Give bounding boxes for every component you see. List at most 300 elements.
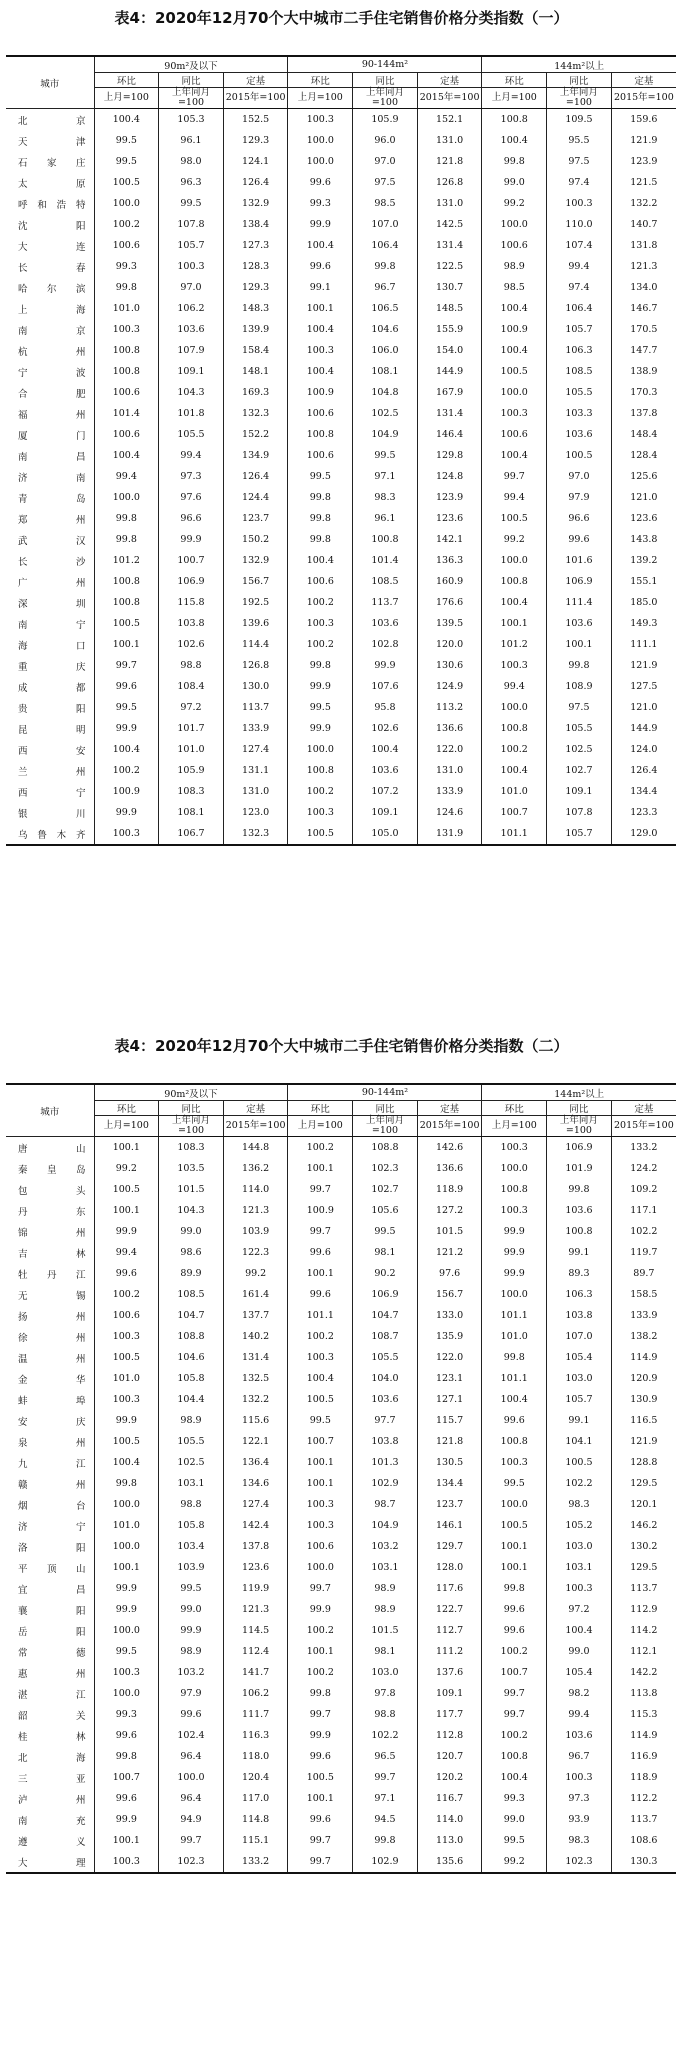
index-value: 123.6 [611,508,676,529]
index-value: 99.9 [288,1725,353,1746]
index-value: 97.9 [159,1683,224,1704]
table-row [6,1515,676,1536]
base-header: 上年同月=100 [353,1116,418,1137]
index-value: 105.2 [547,1515,612,1536]
index-value: 101.6 [547,550,612,571]
index-value: 103.8 [547,1305,612,1326]
city-name: 太 原 [18,178,86,190]
index-value: 100.5 [94,172,159,193]
index-value: 89.7 [611,1263,676,1284]
index-value: 99.5 [94,697,159,718]
index-value: 100.2 [482,739,547,760]
index-value: 161.4 [223,1284,288,1305]
base-header: 2015年=100 [223,1116,288,1137]
table-row [6,1410,676,1431]
index-value: 100.1 [94,634,159,655]
index-value: 112.9 [611,1599,676,1620]
sub-header: 定基 [611,1101,676,1116]
index-value: 101.2 [482,634,547,655]
table-row [6,1473,676,1494]
city-name: 包 头 [18,1185,86,1197]
index-value: 100.2 [288,781,353,802]
index-value: 122.0 [417,739,482,760]
index-value: 100.5 [482,361,547,382]
index-value: 129.0 [611,823,676,845]
city-name: 长 沙 [18,556,86,568]
index-value: 99.5 [288,466,353,487]
index-value: 100.1 [94,1830,159,1851]
city-name: 西 安 [18,745,86,757]
index-value: 102.7 [547,760,612,781]
index-value: 126.4 [223,172,288,193]
index-value: 156.7 [223,571,288,592]
index-value: 96.1 [353,508,418,529]
index-value: 101.1 [482,1368,547,1389]
city-name: 宜 昌 [18,1584,86,1596]
table-row [6,1809,676,1830]
index-value: 123.9 [611,151,676,172]
index-value: 114.9 [611,1347,676,1368]
index-value: 100.8 [353,529,418,550]
sub-header: 环比 [94,1101,159,1116]
index-value: 99.5 [159,193,224,214]
index-value: 99.9 [94,1410,159,1431]
index-value: 97.4 [547,277,612,298]
index-value: 99.7 [482,466,547,487]
index-value: 105.4 [547,1347,612,1368]
index-value: 105.4 [547,1662,612,1683]
index-value: 99.8 [547,655,612,676]
index-value: 126.4 [223,466,288,487]
index-value: 97.9 [547,487,612,508]
index-value: 101.1 [482,823,547,845]
index-value: 100.8 [94,340,159,361]
index-value: 99.4 [94,1242,159,1263]
index-value: 128.8 [611,1452,676,1473]
index-value: 100.5 [288,1767,353,1788]
table-row [6,1725,676,1746]
index-value: 100.5 [94,613,159,634]
index-value: 121.3 [611,256,676,277]
index-value: 99.8 [288,487,353,508]
index-value: 103.6 [353,760,418,781]
city-name: 哈尔滨 [18,283,86,295]
index-value: 97.7 [353,1410,418,1431]
index-value: 100.0 [288,130,353,151]
index-value: 97.6 [417,1263,482,1284]
index-value: 99.4 [94,466,159,487]
table-row [6,676,676,697]
index-value: 94.9 [159,1809,224,1830]
index-value: 154.0 [417,340,482,361]
index-value: 99.6 [288,1809,353,1830]
index-value: 100.0 [288,739,353,760]
sub-header: 同比 [547,73,612,88]
city-name: 赣 州 [18,1479,86,1491]
index-value: 99.8 [94,277,159,298]
index-value: 100.3 [482,1452,547,1473]
index-value: 99.0 [159,1221,224,1242]
index-value: 107.2 [353,781,418,802]
index-value: 94.5 [353,1809,418,1830]
index-value: 138.9 [611,361,676,382]
index-value: 150.2 [223,529,288,550]
city-name: 深 圳 [18,598,86,610]
base-header: 2015年=100 [417,88,482,109]
index-value: 116.3 [223,1725,288,1746]
index-value: 129.8 [417,445,482,466]
index-value: 123.9 [417,487,482,508]
index-value: 99.4 [482,676,547,697]
index-value: 114.2 [611,1620,676,1641]
index-value: 100.1 [288,298,353,319]
index-value: 99.6 [288,256,353,277]
index-value: 99.6 [94,1263,159,1284]
index-value: 104.8 [353,382,418,403]
index-value: 130.2 [611,1536,676,1557]
city-name: 石家庄 [18,157,86,169]
index-value: 100.9 [94,781,159,802]
index-value: 99.8 [482,1347,547,1368]
index-value: 99.9 [288,1599,353,1620]
index-value: 100.8 [482,718,547,739]
index-value: 113.8 [611,1683,676,1704]
index-value: 100.9 [482,319,547,340]
index-value: 146.1 [417,1515,482,1536]
table-row [6,1830,676,1851]
group-header: 90-144m² [288,1084,482,1101]
index-value: 96.3 [159,172,224,193]
index-value: 108.5 [159,1284,224,1305]
index-value: 100.6 [94,1305,159,1326]
table-row [6,1704,676,1725]
index-value: 105.7 [547,1389,612,1410]
city-name: 洛 阳 [18,1542,86,1554]
city-name: 北 海 [18,1752,86,1764]
index-value: 133.2 [611,1137,676,1159]
index-value: 100.3 [94,1662,159,1683]
index-value: 100.4 [482,1767,547,1788]
city-name: 宁 波 [18,367,86,379]
index-value: 137.8 [223,1536,288,1557]
index-value: 98.9 [482,256,547,277]
index-value: 100.1 [288,1452,353,1473]
index-value: 128.3 [223,256,288,277]
index-value: 176.6 [417,592,482,613]
index-value: 103.0 [547,1368,612,1389]
city-header: 城市 [6,1084,94,1137]
table-row [6,340,676,361]
index-value: 99.9 [288,718,353,739]
index-value: 99.5 [94,130,159,151]
index-value: 102.8 [353,634,418,655]
index-value: 121.5 [611,172,676,193]
index-value: 129.3 [223,130,288,151]
index-value: 144.8 [223,1137,288,1159]
index-value: 100.5 [94,1431,159,1452]
table-row [6,613,676,634]
city-name: 济 宁 [18,1521,86,1533]
index-value: 99.6 [482,1410,547,1431]
index-value: 101.0 [94,298,159,319]
index-value: 127.2 [417,1200,482,1221]
base-header: 上年同月=100 [159,88,224,109]
index-value: 142.1 [417,529,482,550]
index-value: 100.3 [94,1326,159,1347]
index-value: 100.2 [94,760,159,781]
index-value: 109.2 [611,1179,676,1200]
index-value: 112.2 [611,1788,676,1809]
index-value: 100.4 [482,592,547,613]
index-value: 136.3 [417,550,482,571]
index-value: 103.6 [547,1200,612,1221]
index-value: 100.0 [94,1683,159,1704]
index-value: 103.9 [159,1557,224,1578]
index-value: 139.5 [417,613,482,634]
index-value: 122.3 [223,1242,288,1263]
index-value: 102.3 [353,1158,418,1179]
index-value: 98.2 [547,1683,612,1704]
index-value: 139.6 [223,613,288,634]
index-value: 121.8 [417,151,482,172]
index-value: 97.4 [547,172,612,193]
index-value: 158.5 [611,1284,676,1305]
city-name: 襄 阳 [18,1605,86,1617]
index-value: 127.4 [223,1494,288,1515]
index-value: 107.4 [547,235,612,256]
city-name: 郑 州 [18,514,86,526]
index-value: 99.1 [547,1410,612,1431]
index-value: 185.0 [611,592,676,613]
table-row [6,235,676,256]
index-value: 100.2 [288,1326,353,1347]
index-value: 102.5 [159,1452,224,1473]
index-value: 100.4 [482,298,547,319]
index-value: 115.3 [611,1704,676,1725]
index-value: 100.3 [288,1494,353,1515]
index-value: 100.5 [547,445,612,466]
index-value: 104.6 [353,319,418,340]
sub-header: 定基 [223,1101,288,1116]
index-value: 99.5 [353,1221,418,1242]
index-value: 99.8 [94,1473,159,1494]
index-value: 155.9 [417,319,482,340]
index-value: 100.3 [94,1851,159,1873]
index-value: 103.6 [547,1725,612,1746]
index-value: 101.2 [94,550,159,571]
index-value: 99.8 [288,508,353,529]
table-row [6,1641,676,1662]
index-value: 123.1 [417,1368,482,1389]
index-value: 100.5 [94,1347,159,1368]
table-row [6,256,676,277]
index-value: 142.5 [417,214,482,235]
city-name: 北 京 [18,115,86,127]
index-value: 106.5 [353,298,418,319]
index-value: 100.5 [482,1515,547,1536]
index-value: 100.0 [482,697,547,718]
index-value: 100.3 [159,256,224,277]
index-value: 130.5 [417,1452,482,1473]
index-value: 100.0 [482,1494,547,1515]
index-value: 98.8 [353,1704,418,1725]
index-value: 104.7 [159,1305,224,1326]
index-value: 99.9 [353,655,418,676]
index-value: 100.3 [482,1200,547,1221]
index-value: 100.5 [288,823,353,845]
index-value: 100.2 [482,1725,547,1746]
base-header: 上月=100 [482,1116,547,1137]
index-value: 144.9 [417,361,482,382]
city-name: 吉 林 [18,1248,86,1260]
index-value: 103.6 [353,1389,418,1410]
index-value: 99.8 [547,1179,612,1200]
index-value: 99.2 [94,1158,159,1179]
table-row [6,1599,676,1620]
index-value: 99.5 [482,1473,547,1494]
index-value: 99.2 [223,1263,288,1284]
index-value: 148.3 [223,298,288,319]
city-name: 呼和浩特 [18,199,86,211]
index-value: 133.2 [223,1851,288,1873]
index-value: 100.2 [288,634,353,655]
sub-header: 定基 [417,1101,482,1116]
index-value: 89.3 [547,1263,612,1284]
index-value: 128.4 [611,445,676,466]
index-value: 99.9 [482,1242,547,1263]
index-value: 131.4 [417,403,482,424]
table-row [6,151,676,172]
table-row [6,1851,676,1873]
index-value: 109.1 [159,361,224,382]
group-header: 90m²及以下 [94,56,288,73]
table-row [6,1452,676,1473]
base-header: 上年同月=100 [547,88,612,109]
index-value: 113.2 [417,697,482,718]
index-value: 124.9 [417,676,482,697]
index-value: 100.8 [482,1179,547,1200]
index-value: 100.8 [482,1746,547,1767]
index-value: 90.2 [353,1263,418,1284]
table-row [6,1662,676,1683]
index-value: 99.9 [94,1221,159,1242]
index-value: 147.7 [611,340,676,361]
sub-header: 同比 [159,73,224,88]
table-row [6,382,676,403]
index-value: 105.5 [159,424,224,445]
index-value: 132.3 [223,403,288,424]
index-value: 100.7 [482,802,547,823]
index-value: 100.5 [94,1179,159,1200]
index-value: 146.7 [611,298,676,319]
index-value: 100.6 [482,424,547,445]
index-value: 100.3 [288,1515,353,1536]
index-value: 131.0 [417,193,482,214]
index-value: 100.3 [94,823,159,845]
index-value: 100.1 [94,1557,159,1578]
index-value: 100.4 [482,130,547,151]
index-value: 137.8 [611,403,676,424]
index-value: 99.8 [353,256,418,277]
index-value: 120.7 [417,1746,482,1767]
table-row [6,508,676,529]
index-value: 99.7 [482,1704,547,1725]
city-name: 金 华 [18,1374,86,1386]
index-value: 102.3 [547,1851,612,1873]
index-value: 100.0 [482,1158,547,1179]
index-value: 100.3 [547,1767,612,1788]
index-value: 100.8 [482,571,547,592]
index-value: 99.9 [94,1809,159,1830]
index-value: 101.0 [94,1515,159,1536]
table-row [6,592,676,613]
sub-header: 同比 [547,1101,612,1116]
index-value: 100.0 [94,1494,159,1515]
table-row [6,1221,676,1242]
index-value: 107.8 [159,214,224,235]
index-value: 105.9 [159,760,224,781]
index-value: 100.4 [288,319,353,340]
index-value: 124.2 [611,1158,676,1179]
index-value: 114.9 [611,1725,676,1746]
index-value: 121.9 [611,1431,676,1452]
table-row [6,1179,676,1200]
base-header: 上月=100 [94,1116,159,1137]
index-value: 100.8 [288,424,353,445]
index-value: 99.5 [353,445,418,466]
index-value: 116.7 [417,1788,482,1809]
index-value: 138.4 [223,214,288,235]
index-value: 98.0 [159,151,224,172]
index-value: 104.0 [353,1368,418,1389]
index-value: 101.4 [353,550,418,571]
index-value: 105.5 [547,382,612,403]
index-value: 167.9 [417,382,482,403]
index-value: 134.4 [417,1473,482,1494]
index-value: 108.5 [547,361,612,382]
index-value: 93.9 [547,1809,612,1830]
index-value: 100.4 [288,1368,353,1389]
index-value: 107.0 [547,1326,612,1347]
index-value: 99.6 [482,1620,547,1641]
index-value: 160.9 [417,571,482,592]
index-value: 98.9 [159,1641,224,1662]
table-row [6,172,676,193]
index-value: 112.4 [223,1641,288,1662]
index-value: 142.6 [417,1137,482,1159]
index-value: 102.7 [353,1179,418,1200]
table-section-2 [0,1036,683,1056]
index-value: 112.1 [611,1641,676,1662]
index-value: 108.4 [159,676,224,697]
city-name: 银 川 [18,808,86,820]
index-value: 100.0 [94,1620,159,1641]
index-value: 101.0 [482,781,547,802]
index-value: 132.2 [611,193,676,214]
table-row [6,739,676,760]
index-value: 98.9 [353,1578,418,1599]
index-value: 105.8 [159,1368,224,1389]
index-value: 100.8 [547,1221,612,1242]
index-value: 99.5 [288,1410,353,1431]
city-name: 南 充 [18,1815,86,1827]
index-value: 97.0 [547,466,612,487]
index-value: 116.5 [611,1410,676,1431]
index-value: 149.3 [611,613,676,634]
index-value: 100.3 [288,613,353,634]
index-value: 124.0 [611,739,676,760]
index-value: 100.1 [547,634,612,655]
